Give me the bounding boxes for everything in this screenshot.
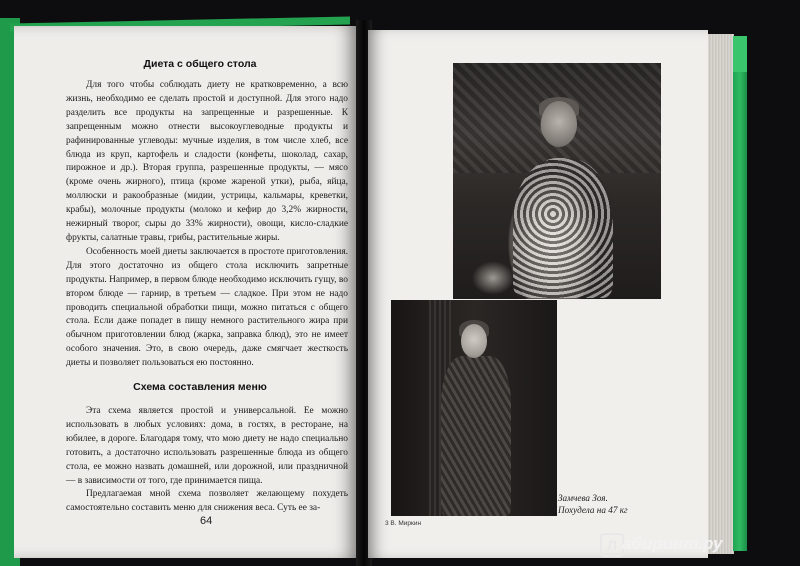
patterned-dress bbox=[513, 158, 613, 298]
page-edges bbox=[708, 34, 734, 554]
photo-woman-after bbox=[391, 300, 557, 516]
face bbox=[541, 101, 577, 147]
photo-woman-before bbox=[453, 63, 661, 299]
page-number: 64 bbox=[200, 515, 213, 527]
text-section-menu bbox=[66, 405, 348, 516]
section-heading-diet: Диета с общего стола bbox=[143, 58, 257, 70]
dress bbox=[441, 356, 511, 516]
caption-result: Похудела на 47 кг bbox=[558, 505, 628, 515]
face bbox=[461, 324, 487, 358]
page-footer-signature: 3 В. Миркин bbox=[385, 520, 422, 527]
caption-name: Замчева Зоя. bbox=[558, 493, 608, 503]
paragraph: Эта схема является простой и универсальной. Ее можно использовать в любых условиях: дома, в гостях, в ресторане, на юбилее, в дороге. Благодаря тому, что мою диету не надо специально готовить, а достаточно использовать разрешенные блюда из общего стола, ее можно назвать домашней, или дорожной, или праздничной — в зависимости от того, где принимается пища. bbox=[66, 406, 348, 486]
paragraph: Предлагаемая мной схема позволяет желающему похудеть самостоятельно составить меню для снижения веса. Суть ее за- bbox=[66, 489, 348, 514]
watermark-logo-icon: Л bbox=[600, 533, 624, 557]
watermark-text: абиринт.ру bbox=[622, 534, 723, 553]
text-section-diet bbox=[66, 79, 348, 371]
section-heading-menu: Схема составления меню bbox=[133, 381, 267, 393]
bookmark-tab bbox=[733, 36, 747, 72]
paragraph: Для того чтобы соблюдать диету не кратковременно, а всю жизнь, необходимо ее сделать простой и доступной. Для этого надо разделить все продукты на запрещенные и разрешенные. К запрещенным можно отнести высокоуглеводные продукты и рафинированные углеводы: мучные изделия, в том числе хлеб, все блюда из круп, картофель и сладости (конфеты, шоколад, сахар, пирожное и др.). Вторая группа, разрешенные продукты, — мясо (кроме очень жирного), птица (кроме жареной утки), рыба, яйца, моллюски и ракообразные (мидии, устрицы, кальмары, креветки, крабы), молочные продукты (молоко и кефир до 3,2% жирности, нежирный творог, сыры до 33% жирности), овощи, кисло-сладкие фрукты, салатные травы, грибы, растительные жиры. bbox=[66, 80, 348, 243]
paragraph: Особенность моей диеты заключается в простоте приготовления. Для этого достаточно из общего стола исключить запретные продукты. Например, в первом блюде необходимо исключить гущу, во втором блюде — гарнир, в третьем — сладкое. При этом не надо проводить специальной обработки пищи, можно питаться с общего стола. Если даже попадет в пищу немного растительного жира при обычном приготовлении блюд (жарка, заправка блюд), это не имеет особого значения. Это, в свою очередь, даже смягчает жесткость диеты и позволяет пользоваться ею постоянно. bbox=[66, 246, 348, 369]
photo-caption bbox=[558, 492, 678, 516]
book-cover-edge-right bbox=[733, 36, 747, 551]
